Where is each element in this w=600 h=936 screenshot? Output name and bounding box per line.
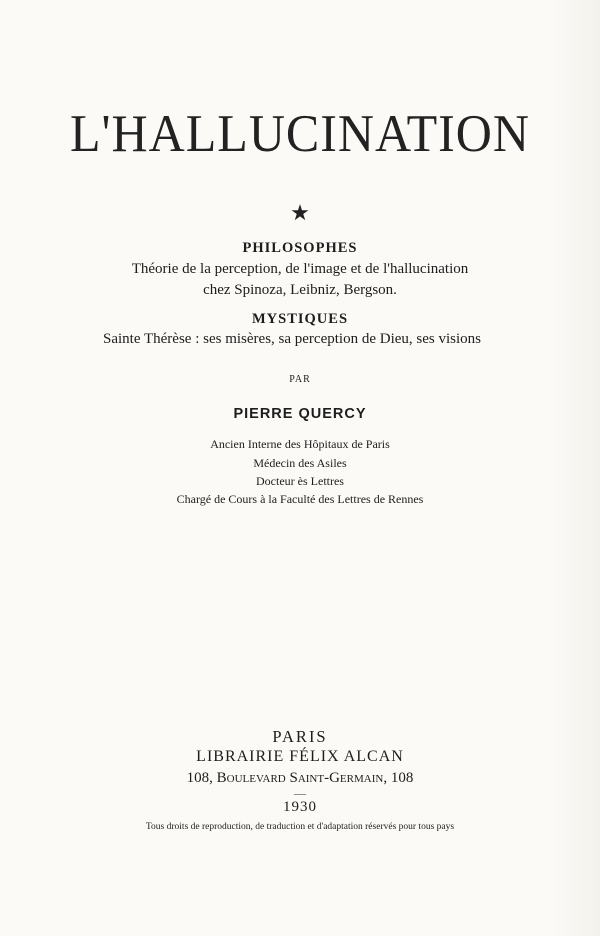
section-heading-philosophes: PHILOSOPHES bbox=[242, 240, 358, 256]
book-title: L'HALLUCINATION bbox=[69, 103, 531, 163]
author-credential: Ancien Interne des Hôpitaux de Paris bbox=[210, 437, 390, 451]
separator-dash: — bbox=[294, 786, 306, 800]
section-text-line: chez Spinoza, Leibniz, Bergson. bbox=[203, 282, 397, 298]
author-credential: Chargé de Cours à la Faculté des Lettres de Rennes bbox=[176, 492, 424, 506]
author-name: PIERRE QUERCY bbox=[233, 406, 367, 422]
author-credential: Docteur ès Lettres bbox=[256, 474, 344, 488]
section-text-line: Théorie de la perception, de l'image et de l'hallucination bbox=[131, 261, 469, 277]
rights-notice: Tous droits de reproduction, de traduction et d'adaptation réservés pour tous pays bbox=[145, 822, 455, 832]
publication-year: 1930 bbox=[283, 799, 317, 815]
publisher-address: 108, Boulevard Saint-Germain, 108 bbox=[186, 770, 414, 786]
publisher-name: LIBRAIRIE FÉLIX ALCAN bbox=[196, 748, 404, 765]
section-text-line: Sainte Thérèse : ses misères, sa perception de Dieu, ses visions bbox=[103, 331, 481, 347]
par-label: PAR bbox=[289, 374, 311, 385]
publisher-city: PARIS bbox=[272, 727, 328, 746]
star-icon: ★ bbox=[290, 201, 310, 226]
section-heading-mystiques: MYSTIQUES bbox=[251, 311, 349, 327]
author-credential: Médecin des Asiles bbox=[253, 456, 347, 470]
